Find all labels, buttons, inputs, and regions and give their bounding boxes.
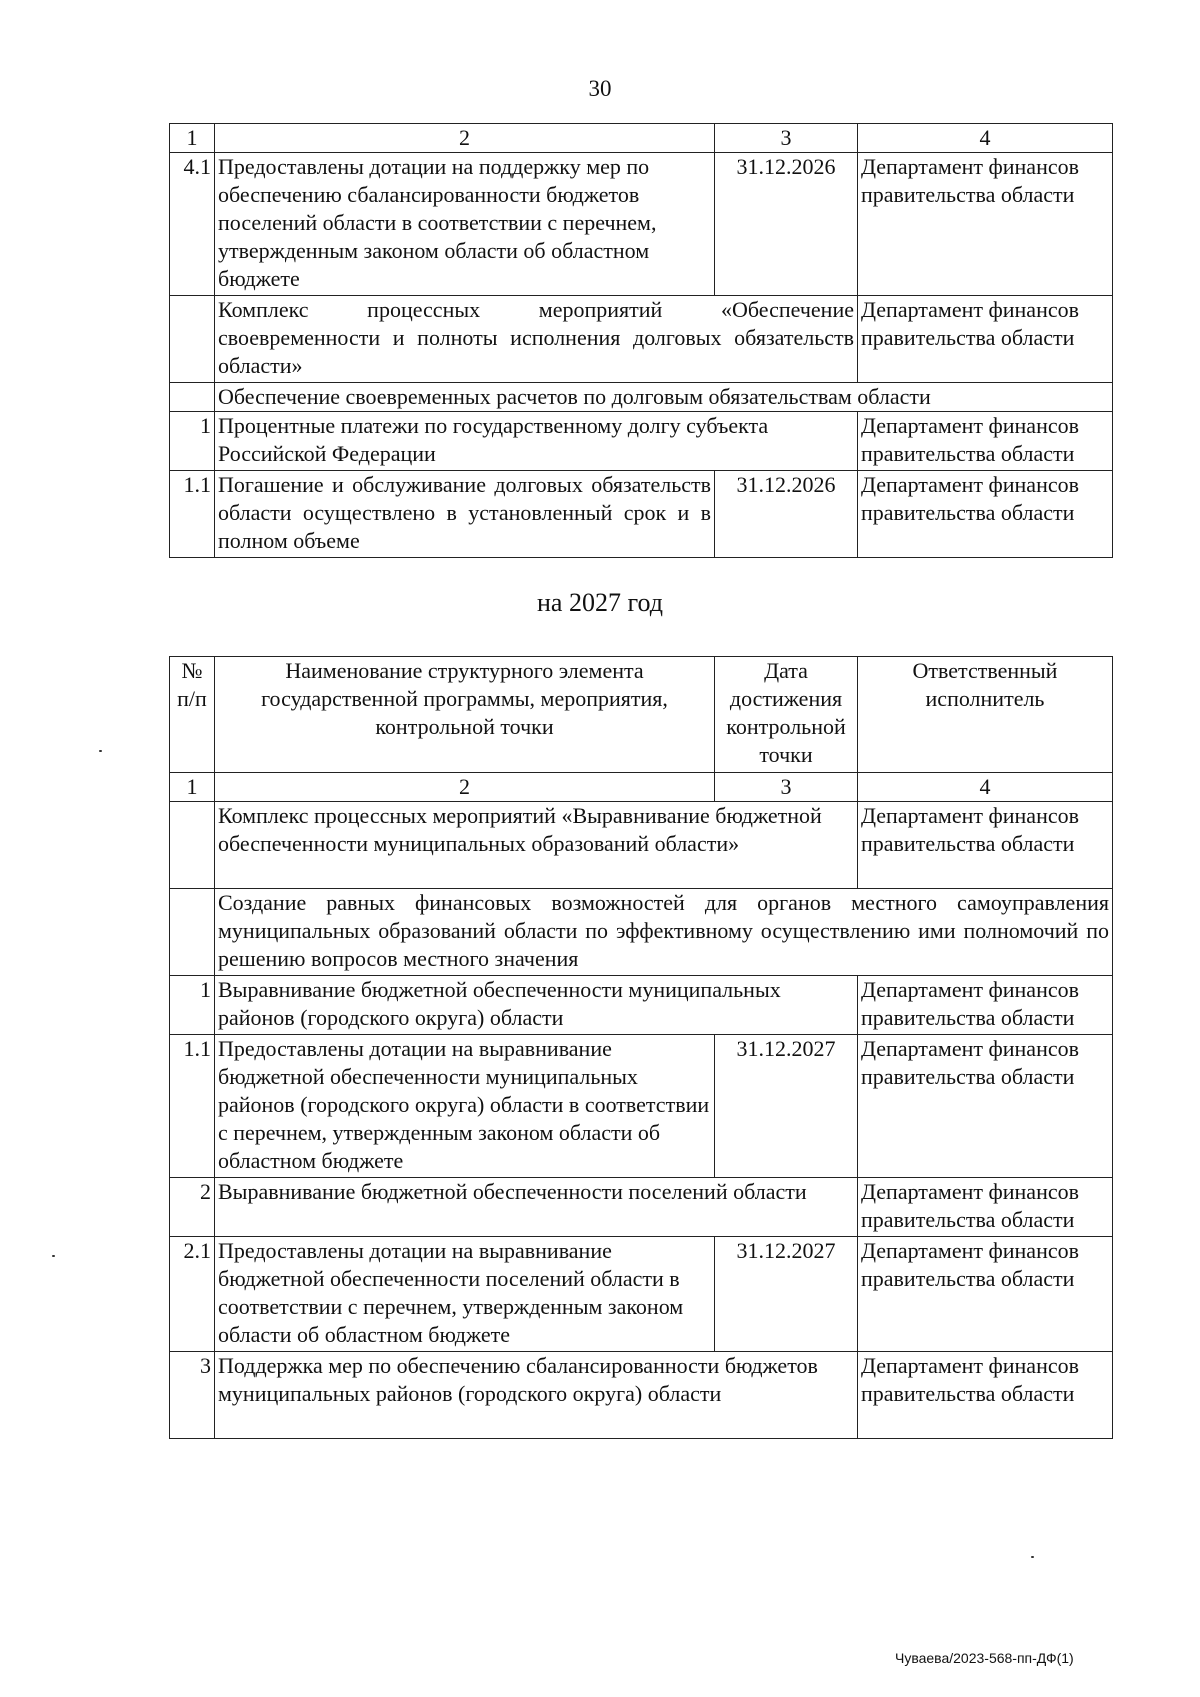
responsible-executor: Департамент финансов правительства области: [858, 412, 1113, 471]
column-number: 1: [170, 773, 215, 802]
table-row: [170, 383, 1113, 412]
scan-speck: [99, 750, 102, 752]
responsible-executor: Департамент финансов правительства области: [858, 802, 1113, 889]
column-number: 1: [170, 124, 215, 153]
column-number: 3: [715, 124, 858, 153]
row-number: 2: [170, 1178, 215, 1237]
column-number: 4: [858, 773, 1113, 802]
table-row: [170, 1237, 1113, 1352]
table-row: [170, 1035, 1113, 1178]
responsible-executor: Департамент финансов правительства области: [858, 1035, 1113, 1178]
row-number: 3: [170, 1352, 215, 1439]
element-name: Комплекс процессных мероприятий «Обеспечение своевременности и полноты исполнения долговых обязательств области»: [215, 296, 858, 383]
responsible-executor: Департамент финансов правительства области: [858, 296, 1113, 383]
row-number: 4.1: [170, 153, 215, 296]
row-number: 1.1: [170, 471, 215, 558]
footer-document-code: Чуваева/2023-568-пп-ДФ(1): [895, 1650, 1074, 1666]
page-number: 30: [588, 76, 612, 101]
table-row: [170, 153, 1113, 296]
column-number-row: [170, 124, 1113, 153]
responsible-executor: Департамент финансов правительства области: [858, 976, 1113, 1035]
column-number: 2: [215, 773, 715, 802]
row-number: 1: [170, 412, 215, 471]
element-name: Поддержка мер по обеспечению сбалансированности бюджетов муниципальных районов (городского округа) области: [215, 1352, 858, 1439]
element-name: Комплекс процессных мероприятий «Выравнивание бюджетной обеспеченности муниципальных образований области»: [215, 802, 858, 889]
header-name: Наименование структурного элемента государственной программы, мероприятия, контрольной точки: [215, 657, 715, 773]
row-number: [170, 889, 215, 976]
row-number: [170, 296, 215, 383]
table-row: [170, 471, 1113, 558]
responsible-executor: Департамент финансов правительства области: [858, 471, 1113, 558]
header-responsible: Ответственный исполнитель: [858, 657, 1113, 773]
table-row: [170, 412, 1113, 471]
element-name: Погашение и обслуживание долговых обязательств области осуществлено в установленный срок и в полном объеме: [215, 471, 715, 558]
element-name: Выравнивание бюджетной обеспеченности поселений области: [215, 1178, 858, 1237]
table-2026-continuation: [169, 123, 1113, 558]
column-number-row: [170, 773, 1113, 802]
responsible-executor: Департамент финансов правительства области: [858, 1352, 1113, 1439]
table-2027: [169, 656, 1113, 1439]
responsible-executor: Департамент финансов правительства области: [858, 1237, 1113, 1352]
row-number: 1: [170, 976, 215, 1035]
control-date: 31.12.2027: [715, 1035, 858, 1178]
element-name: Предоставлены дотации на выравнивание бюджетной обеспеченности муниципальных районов (городского округа) области в соответствии с перечнем, утвержденным законом области об областном бюджете: [215, 1035, 715, 1178]
table-row: [170, 889, 1113, 976]
element-name: Выравнивание бюджетной обеспеченности муниципальных районов (городского округа) области: [215, 976, 858, 1035]
header-row: [170, 657, 1113, 773]
table-row: [170, 976, 1113, 1035]
element-name: Предоставлены дотации на выравнивание бюджетной обеспеченности поселений области в соответствии с перечнем, утвержденным законом области об областном бюджете: [215, 1237, 715, 1352]
column-number: 4: [858, 124, 1113, 153]
row-number: [170, 383, 215, 412]
element-name: Предоставлены дотации на поддержку мер по обеспечению сбалансированности бюджетов поселений области в соответствии с перечнем, утвержденным законом области об областном бюджете: [215, 153, 715, 296]
element-name: Создание равных финансовых возможностей для органов местного самоуправления муниципальных образований области по эффективному осуществлению ими полномочий по решению вопросов местного значения: [215, 889, 1113, 976]
year-heading: на 2027 год: [537, 588, 663, 617]
row-number: [170, 802, 215, 889]
control-date: 31.12.2026: [715, 471, 858, 558]
responsible-executor: Департамент финансов правительства области: [858, 1178, 1113, 1237]
element-name: Обеспечение своевременных расчетов по долговым обязательствам области: [215, 383, 1113, 412]
element-name: Процентные платежи по государственному долгу субъекта Российской Федерации: [215, 412, 858, 471]
scan-speck: [1031, 1556, 1034, 1558]
header-number: № п/п: [170, 657, 215, 773]
row-number: 1.1: [170, 1035, 215, 1178]
control-date: 31.12.2027: [715, 1237, 858, 1352]
table-row: [170, 296, 1113, 383]
responsible-executor: Департамент финансов правительства области: [858, 153, 1113, 296]
table-row: [170, 1352, 1113, 1439]
table-row: [170, 802, 1113, 889]
column-number: 2: [215, 124, 715, 153]
column-number: 3: [715, 773, 858, 802]
control-date: 31.12.2026: [715, 153, 858, 296]
header-date: Дата достижения контрольной точки: [715, 657, 858, 773]
row-number: 2.1: [170, 1237, 215, 1352]
table-row: [170, 1178, 1113, 1237]
scan-speck: [52, 1255, 55, 1257]
